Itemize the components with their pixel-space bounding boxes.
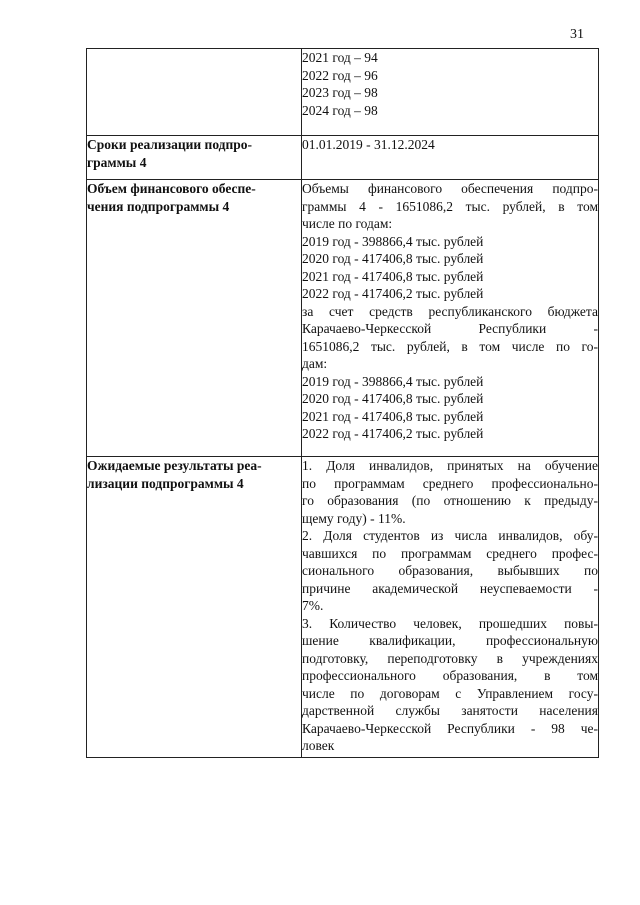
- year-line: 2022 год – 96: [302, 67, 378, 83]
- finance-label-line: чения подпрограммы 4: [87, 198, 230, 214]
- table-row-results: [87, 457, 599, 758]
- label-cell-terms: [87, 136, 302, 180]
- label-cell-empty: [87, 49, 302, 136]
- value-cell-terms: [302, 136, 599, 180]
- terms-label-line: граммы 4: [87, 154, 147, 170]
- terms-label-line: Сроки реализации подпро-: [87, 137, 253, 152]
- table-row-years: [87, 49, 599, 136]
- results-text-line: подготовку, переподготовку в учреждениях: [302, 650, 598, 666]
- results-text-line: го образования (по отношению к предыду-: [302, 493, 598, 508]
- results-text-line: Карачаево-Черкесской Республики - 98 че-: [302, 720, 598, 736]
- finance-text-line: Карачаево-Черкесской Республики -: [302, 321, 598, 336]
- label-cell-results: [87, 457, 302, 758]
- value-cell-years: [302, 49, 599, 136]
- results-text-line: 2. Доля студентов из числа инвалидов, обу-: [302, 528, 598, 543]
- finance-text-line: 2020 год - 417406,8 тыс. рублей: [302, 251, 484, 266]
- results-text-line: 7%.: [302, 598, 324, 613]
- results-text-line: числе по договорам с Управлением госу-: [302, 685, 598, 701]
- results-text-line: шение квалификации, профессиональную: [302, 633, 598, 648]
- results-text-line: сионального образования, выбывших по: [302, 563, 598, 578]
- results-text-line: причине академической неуспеваемости -: [302, 580, 598, 596]
- finance-text-line: 2019 год - 398866,4 тыс. рублей: [302, 373, 484, 389]
- label-cell-finance: [87, 180, 302, 457]
- finance-text-line: 2021 год - 417406,8 тыс. рублей: [302, 408, 484, 424]
- terms-value: 01.01.2019 - 31.12.2024: [302, 137, 435, 152]
- results-text-line: дарственной службы занятости населения: [302, 703, 598, 718]
- results-text-line: чавшихся по программам среднего профес-: [302, 545, 598, 561]
- finance-text-line: числе по годам:: [302, 216, 393, 231]
- finance-label-line: Объем финансового обеспе-: [87, 181, 256, 196]
- results-text-line: ловек: [302, 738, 335, 753]
- finance-text-line: Объемы финансового обеспечения подпро-: [302, 181, 598, 196]
- results-label-line: Ожидаемые результаты реа-: [87, 458, 262, 473]
- finance-text-line: 2022 год - 417406,2 тыс. рублей: [302, 426, 484, 441]
- table-row-terms: [87, 136, 599, 180]
- finance-text-line: дам:: [302, 356, 328, 371]
- finance-text-line: 2021 год - 417406,8 тыс. рублей: [302, 268, 484, 284]
- finance-text-line: за счет средств республиканского бюджета: [302, 303, 598, 319]
- results-label-line: лизации подпрограммы 4: [87, 475, 244, 491]
- finance-text-line: 1651086,2 тыс. рублей, в том числе по го-: [302, 338, 598, 354]
- value-cell-results: [302, 457, 599, 758]
- results-text-line: щему году) - 11%.: [302, 510, 406, 526]
- finance-text-line: 2020 год - 417406,8 тыс. рублей: [302, 391, 484, 406]
- year-line: 2023 год – 98: [302, 85, 378, 100]
- results-text-line: профессионального образования, в том: [302, 668, 598, 683]
- finance-text-line: 2022 год - 417406,2 тыс. рублей: [302, 286, 484, 301]
- table-row-finance: [87, 180, 599, 457]
- subprogram-passport-table: [86, 48, 599, 758]
- year-line: 2024 год – 98: [302, 102, 378, 118]
- finance-text-line: граммы 4 - 1651086,2 тыс. рублей, в том: [302, 198, 598, 214]
- value-cell-finance: [302, 180, 599, 457]
- results-text-line: по программам среднего профессионально-: [302, 475, 598, 491]
- results-text-line: 1. Доля инвалидов, принятых на обучение: [302, 458, 598, 473]
- results-text-line: 3. Количество человек, прошедших повы-: [302, 615, 598, 631]
- year-line: 2021 год – 94: [302, 50, 378, 65]
- page-number: 31: [570, 27, 584, 42]
- finance-text-line: 2019 год - 398866,4 тыс. рублей: [302, 233, 484, 249]
